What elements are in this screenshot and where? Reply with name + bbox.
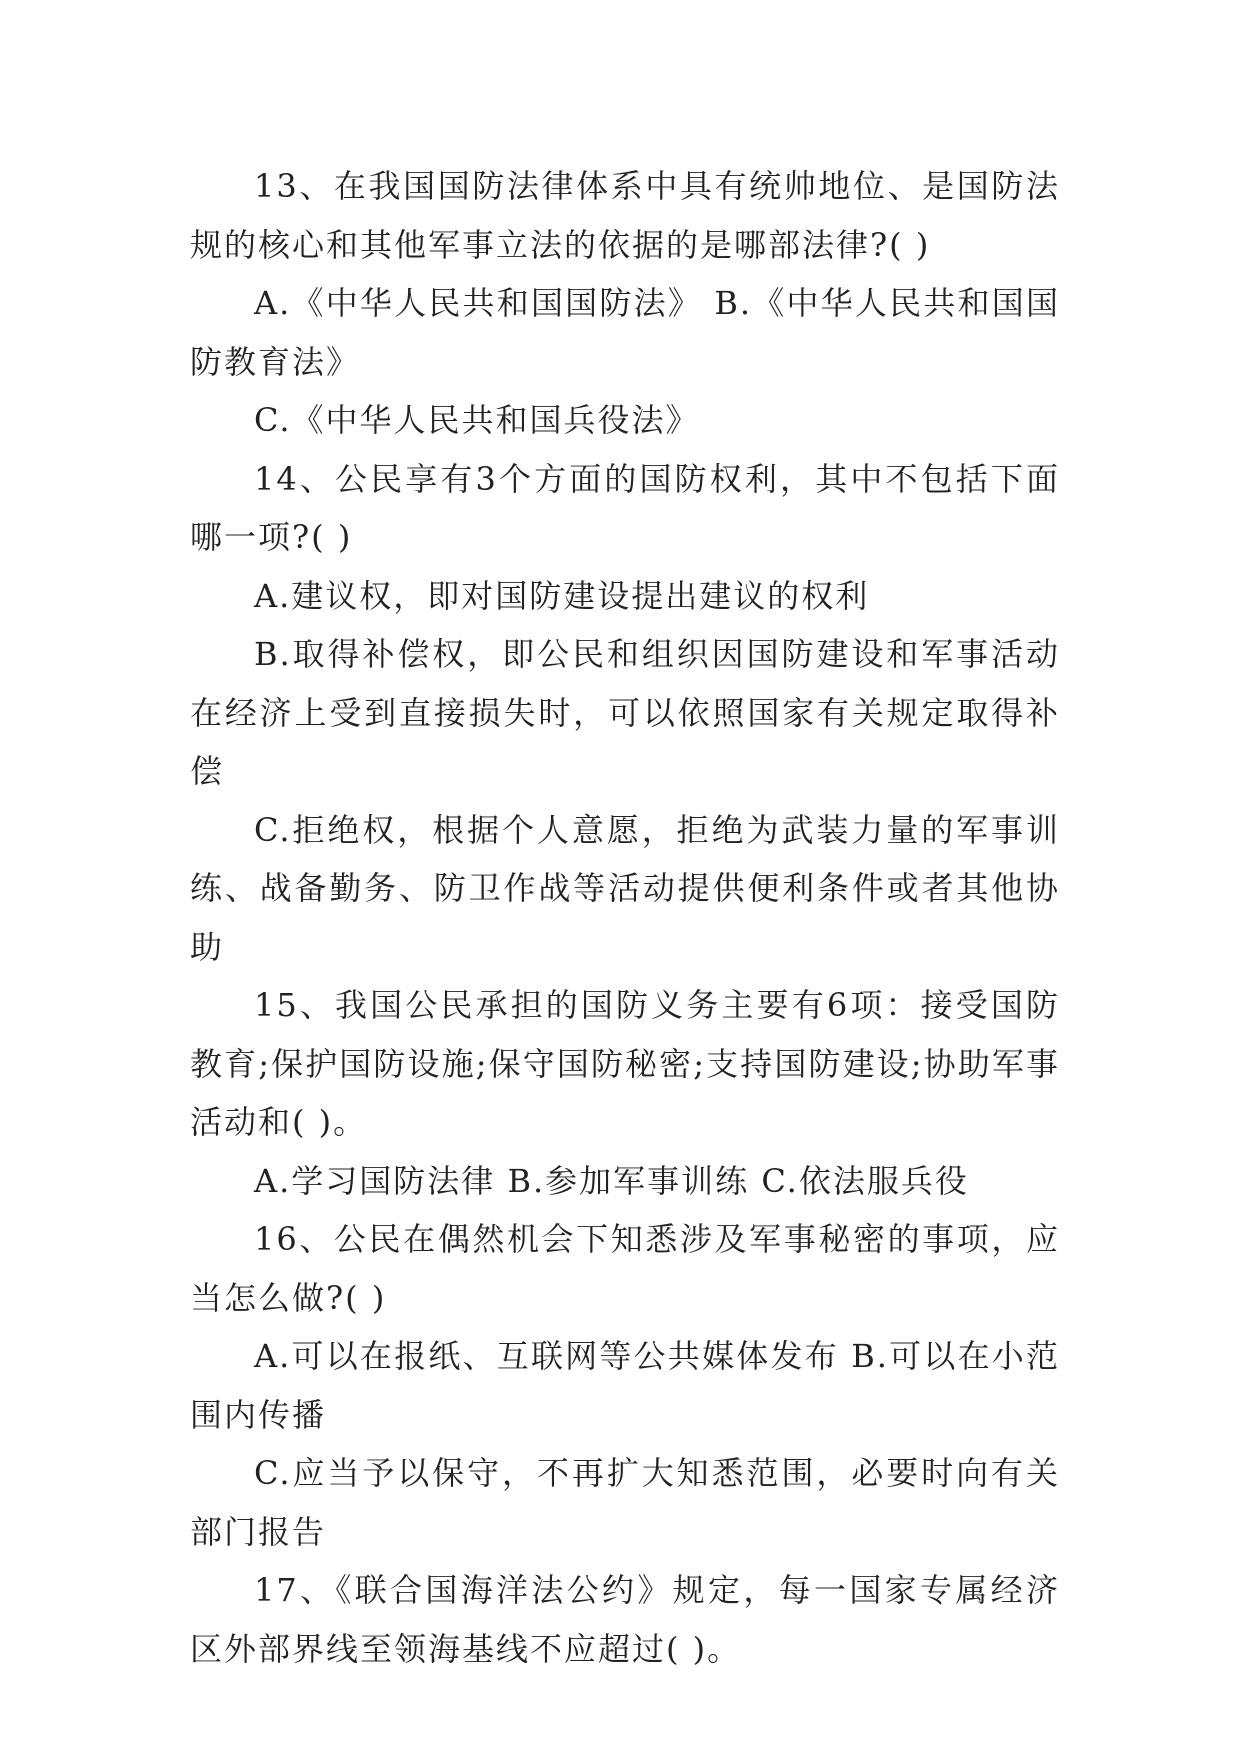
question-17-text: 17、《联合国海洋法公约》规定，每一国家专属经济区外部界线至领海基线不应超过( )。 xyxy=(190,1571,1060,1668)
question-16-option-c: C.应当予以保守，不再扩大知悉范围，必要时向有关部门报告 xyxy=(190,1454,1060,1551)
question-13-option-c: C.《中华人民共和国兵役法》 xyxy=(254,401,700,439)
question-15-options: A.学习国防法律 B.参加军事训练 C.依法服兵役 xyxy=(254,1161,969,1200)
question-14-option-a: A.建议权，即对国防建设提出建议的权利 xyxy=(254,576,870,615)
question-16-options-ab: A.可以在报纸、互联网等公共媒体发布 B.可以在小范围内传播 xyxy=(190,1337,1060,1434)
question-15-text: 15、我国公民承担的国防义务主要有6项：接受国防教育;保护国防设施;保守国防秘密;支持国防建设;协助军事活动和( )。 xyxy=(190,986,1060,1141)
question-13-options-ab: A.《中华人民共和国国防法》 B.《中华人民共和国国防教育法》 xyxy=(190,284,1060,381)
question-16-text: 16、公民在偶然机会下知悉涉及军事秘密的事项，应当怎么做?( ) xyxy=(190,1220,1060,1317)
question-14-option-b: B.取得补偿权，即公民和组织因国防建设和军事活动在经济上受到直接损失时，可以依照国家有关规定取得补偿 xyxy=(190,635,1060,790)
question-14-option-c: C.拒绝权，根据个人意愿，拒绝为武装力量的军事训练、战备勤务、防卫作战等活动提供便利条件或者其他协助 xyxy=(190,810,1060,966)
document-body xyxy=(190,157,1060,1678)
question-14-text: 14、公民享有3个方面的国防权利，其中不包括下面哪一项?( ) xyxy=(190,459,1060,556)
question-13-text: 13、在我国国防法律体系中具有统帅地位、是国防法规的核心和其他军事立法的依据的是哪部法律?( ) xyxy=(190,167,1060,264)
